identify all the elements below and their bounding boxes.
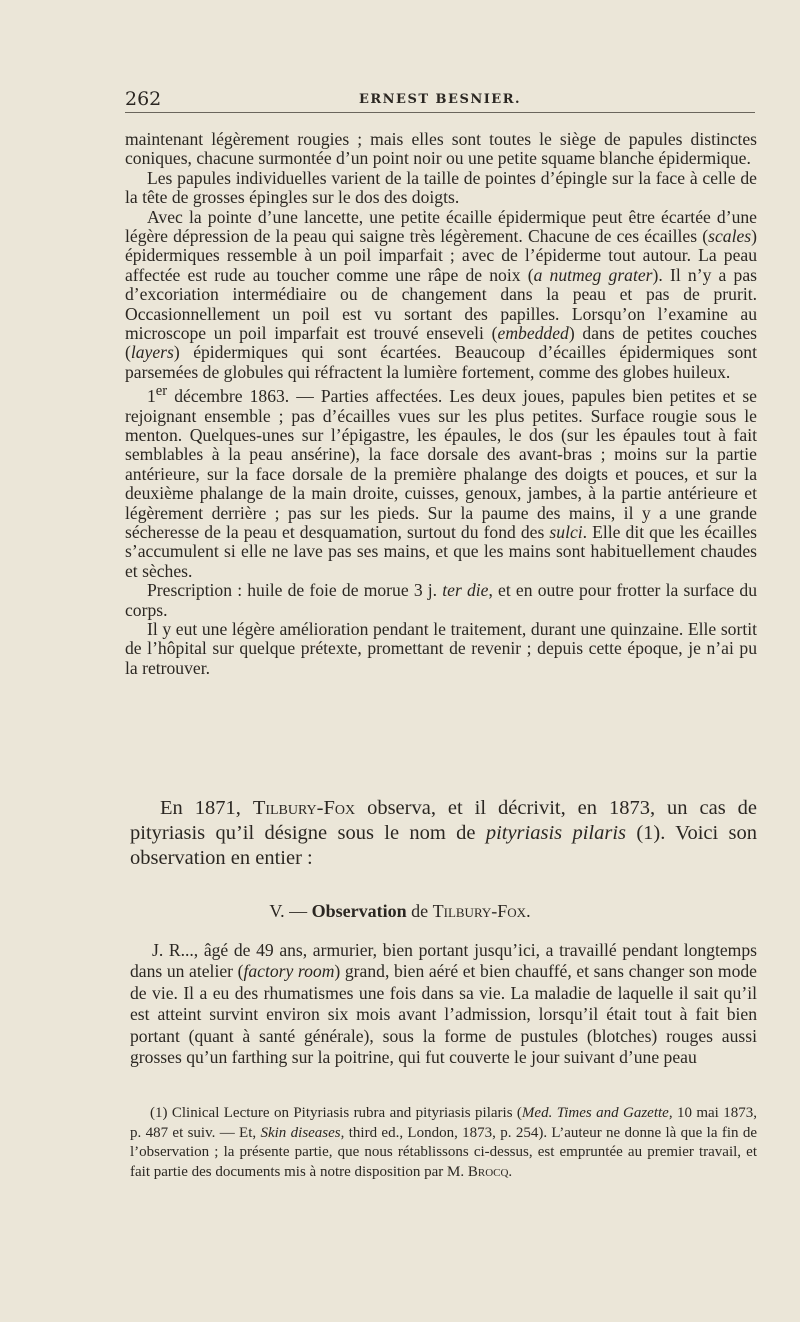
- running-head: ERNEST BESNIER.: [358, 92, 522, 107]
- paragraph: maintenant légèrement rougies ; mais elles sont toutes le siège de papules distinctes coniques, chacune surmontée d’un point noir ou une petite squame blanche épidermique.: [125, 129, 757, 169]
- paragraph: Prescription : huile de foie de morue 3 j. ter die, et en outre pour frotter la surface du corps.: [125, 580, 757, 620]
- footnote: (1) Clinical Lecture on Pityriasis rubra and pityriasis pilaris (Med. Times and Gazette, 10 mai 1873, p. 487 et suiv. — Et, Skin diseases, third ed., London, 1873, p. 254). L’auteur ne donne là que la fin de l’observation ; la présente partie, que nous rétablissons ci-dessus, est empruntée au premier travail, et fait partie des documents mis à notre disposition par M. Brocq.: [130, 1105, 758, 1180]
- paragraph: Avec la pointe d’une lancette, une petite écaille épidermique peut être écartée d’une légère dépression de la peau qui saigne très légèrement. Chacune de ces écailles (scales) épidermiques ressemble à un poil imparfait ; avec de l’épiderme tout autour. La peau affectée est rude au toucher comme une râpe de noix (a nutmeg grater). Il n’y a pas d’excoriation intermédiaire ou de changement dans la peau et pas de prurit. Occasionnellement un poil est vu sortant des papilles. Lorsqu’on l’examine au microscope un poil imparfait est trouvé enseveli (embedded) dans de petites couches (layers) épidermiques qui sont écartées. Beaucoup d’écailles épidermiques sont parsemées de globules qui réfractent la lumière fortement, comme des globes huileux.: [125, 206, 757, 382]
- paragraph: Il y eut une légère amélioration pendant le traitement, durant une quinzaine. Elle sortit de l’hôpital sur quelque prétexte, promettant de revenir ; depuis cette époque, je n’ai pu la retrouver.: [125, 619, 757, 678]
- observation-text: J. R..., âgé de 49 ans, armurier, bien portant jusqu’ici, a travaillé pendant longtemps dans un atelier (factory room) grand, bien aéré et bien chauffé, et sans changer son mode de vie. Il a eu des rhumatismes une fois dans sa vie. La maladie de laquelle il sait qu’il est atteint survint environ six mois avant l’admission, lorsqu’il était tout à fait bien portant (quant à santé générale), sous la forme de pustules (blotches) rouges aussi grosses qu’un farthing sur la poitrine, qui fut couverte le jour suivant d’une peau: [130, 940, 757, 1068]
- page-number: 262: [125, 88, 162, 110]
- page-header: [125, 86, 755, 113]
- observation-heading: V. — Observation de Tilbury-Fox.: [269, 901, 531, 921]
- body-text: [125, 130, 757, 678]
- intro-paragraph: En 1871, Tilbury-Fox observa, et il décrivit, en 1873, un cas de pityriasis qu’il désigne sous le nom de pityriasis pilaris (1). Voici son observation en entier :: [130, 797, 758, 869]
- paragraph: Les papules individuelles varient de la taille de pointes d’épingle sur la face à celle de la tête de grosses épingles sur le dos des doigts.: [125, 167, 757, 208]
- paragraph: 1er décembre 1863. — Parties affectées. Les deux joues, papules bien petites et se rejoignant ensemble ; pas d’écailles vues sur les plus petites. Surface rougie sous le menton. Quelques-unes sur l’épigastre, les épaules, le dos (sur les épaules tout à fait semblables à la peau ansérine), la face dorsale des avant-bras ; moins sur la partie antérieure, sur la face dorsale de la première phalange des doigts et pouces, et sur la deuxième phalange de la main droite, cuisses, genoux, jambes, à la partie antérieure et légèrement derrière ; pas sur les pieds. Sur la paume des mains, il y a une grande sécheresse de la peau et desquamation, surtout du fond des sulci. Elle dit que les écailles s’accumulent si elle ne lave pas ses mains, et que les mains sont habituellement chaudes et sèches.: [125, 383, 757, 581]
